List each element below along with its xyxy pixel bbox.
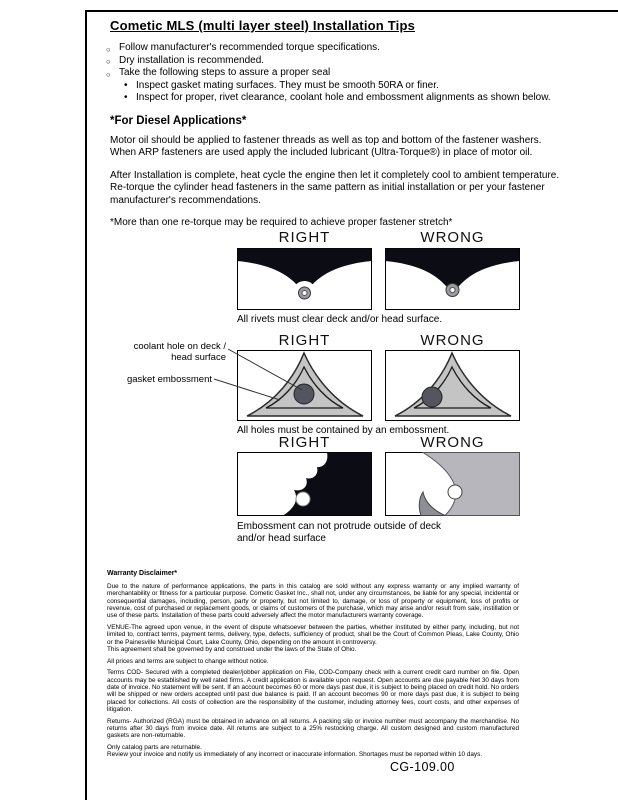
diesel-paragraph-1: Motor oil should be applied to fastener threads as well as top and bottom of the fastener washers. When ARP fasteners are used apply the included lubricant (Ultra-Torque®) in place of motor oil. bbox=[110, 134, 542, 158]
warranty-paragraph: All prices and terms are subject to change without notice. bbox=[107, 657, 269, 665]
retorque-note: *More than one re-torque may be required to achieve proper fastener stretch* bbox=[110, 217, 453, 228]
embossment-protrusion-right-diagram bbox=[237, 452, 372, 516]
diesel-applications-heading: *For Diesel Applications* bbox=[110, 114, 247, 127]
right-label-row1: RIGHT bbox=[278, 229, 331, 246]
warranty-paragraph: Due to the nature of performance applications, the parts in this catalog are sold without any express warranty or any implied warranty of merchantability or fitness for a particular purpose. Cometic Gasket Inc., shall not, under any circumstances, be liable for any special, incidental or consequential damages, including, person, party or property, but not limited to, damage, or loss of property or equipment, loss of profits or revenue, cost of purchased or replacement goods, or claims of customers of the purchase, which may arise and/or result from sale, instillation or use of these parts. Installation of these parts could adversely affect the motor manufacturers warranty coverage. bbox=[107, 583, 519, 620]
tip-sub-item: • Inspect gasket mating surfaces. They must be smooth 50RA or finer. bbox=[108, 80, 578, 93]
warranty-paragraph: Review your invoice and notify us immediately of any incorrect or inaccurate information. Shortages must be reported within 10 days. bbox=[107, 751, 483, 759]
tip-item: ○ Follow manufacturer's recommended torque specifications. bbox=[108, 42, 578, 55]
warranty-paragraph: Terms COD- Secured with a completed dealer/jobber application on File, COD-Company check with a current credit card number on file. Open accounts may be established by well rated firms. A credit application is available upon request. Open accounts are due payable Net 30 days from date of invoice. No statement will be sent. If an account becomes 60 or more days past due, it is subject to being placed on credit hold. No orders will be shipped or new orders accepted until past due balance is paid. If an account becomes 90 or more days past due, it is subject to being placed for collections. All costs of collection are the responsibility of the customer, including attorney fees, court costs, and other expenses of litigation. bbox=[107, 669, 519, 713]
installation-tips-section bbox=[108, 18, 578, 230]
wrong-label-row3: WRONG bbox=[420, 434, 485, 451]
gasket-embossment-callout: gasket embossment bbox=[126, 374, 212, 385]
tip-item: ○ Dry installation is recommended. bbox=[108, 55, 578, 68]
warranty-disclaimer-section bbox=[107, 570, 519, 763]
tip-item: ○ Take the following steps to assure a proper seal bbox=[108, 67, 578, 80]
embossment-protrusion-wrong-diagram bbox=[385, 452, 520, 516]
warranty-paragraph: Returns- Authorized (RGA) must be obtained in advance on all returns. A packing slip or invoice number must accompany the merchandise. No returns after 30 days from invoice date. All returns are subject to a 25% restocking charge. All custom designed and custom manufactured gaskets are non-returnable. bbox=[107, 717, 519, 740]
hole-caption: All holes must be contained by an embossment. bbox=[237, 425, 450, 436]
wrong-label-row2: WRONG bbox=[420, 332, 485, 349]
right-label-row3: RIGHT bbox=[278, 434, 331, 451]
page-code: CG-109.00 bbox=[390, 760, 455, 774]
warranty-paragraph: Only catalog parts are returnable. bbox=[107, 744, 202, 752]
coolant-hole-callout: coolant hole on deck / head surface bbox=[133, 341, 226, 363]
diesel-paragraph-2: After Installation is complete, heat cycle the engine then let it completely cool to ambient temperature. Re-torque the cylinder head fasteners in the same pattern as initial installation or per your fastener manufacturer's recommendations. bbox=[110, 169, 560, 206]
rivet-caption: All rivets must clear deck and/or head surface. bbox=[237, 314, 443, 325]
tip-sub-item: • Inspect for proper, rivet clearance, coolant hole and embossment alignments as shown below. bbox=[108, 92, 578, 105]
page-title: Cometic MLS (multi layer steel) Installation Tips bbox=[110, 18, 416, 33]
protrusion-caption: Embossment can not protrude outside of deck and/or head surface bbox=[237, 521, 442, 544]
right-label-row2: RIGHT bbox=[278, 332, 331, 349]
warranty-paragraph: This agreement shall be governed by and construed under the laws of the State of Ohio. bbox=[107, 645, 357, 653]
warranty-heading: Warranty Disclaimer* bbox=[107, 570, 178, 577]
wrong-label-row1: WRONG bbox=[420, 229, 485, 246]
diagram-section bbox=[100, 228, 560, 560]
warranty-paragraph: VENUE-The agreed upon venue, in the event of dispute whatsoever between the parties, whether instituted by either party, including, but not limited to, contract terms, payment terms, delivery, type, defects, sufficiency of product, shall be the Court of Common Pleas, Lake County, Ohio or the Painesville Municipal Court, Lake County, Ohio, depending on the amount in controversy. bbox=[107, 623, 519, 646]
